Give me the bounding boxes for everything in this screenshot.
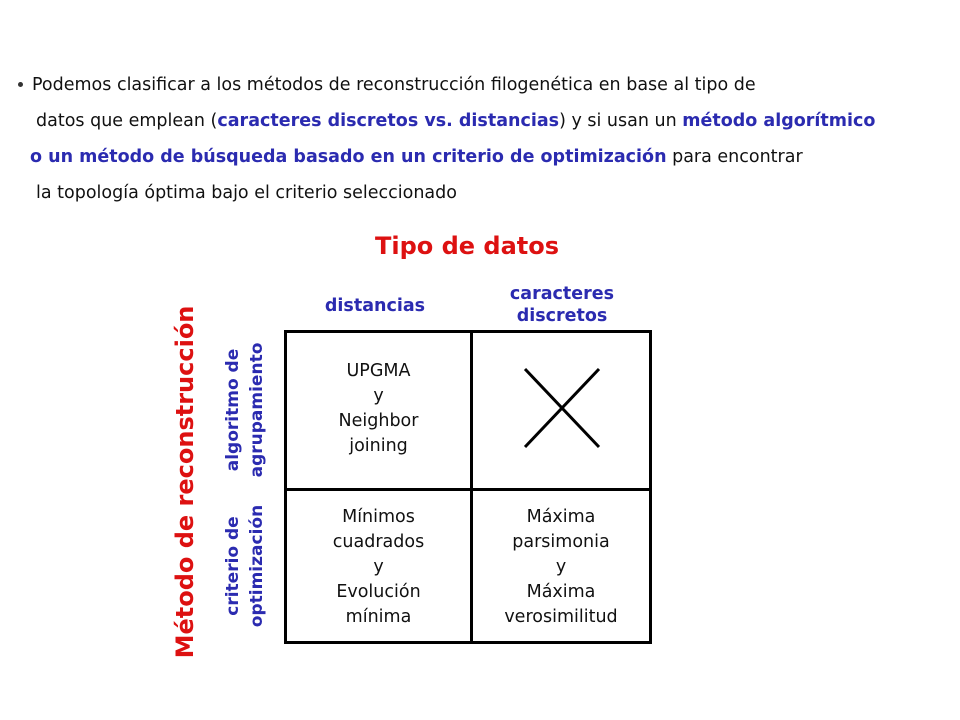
classification-grid (284, 330, 652, 644)
cell-text-line: UPGMA (346, 361, 411, 381)
intro-text: Podemos clasificar a los métodos de reconstrucción filogenética en base al tipo de (32, 75, 756, 95)
header-line: algoritmo de (223, 348, 243, 472)
intro-line-2 (36, 110, 875, 132)
row-header-algoritmo (221, 343, 269, 478)
intro-text: datos que emplean ( (36, 111, 218, 131)
header-line: agrupamiento (247, 342, 267, 478)
cell-discretos-criterio (473, 505, 649, 630)
cross-icon (523, 367, 601, 449)
cell-text-line: Evolución (336, 582, 421, 602)
bullet-icon (18, 82, 23, 87)
emphasized-text: método algorítmico (682, 111, 876, 131)
column-header-distancias (300, 295, 450, 317)
intro-line-3 (30, 146, 803, 168)
column-axis-title: Tipo de datos (375, 232, 560, 260)
row-axis-title: Método de reconstrucción (171, 305, 199, 659)
row-header-criterio (221, 505, 269, 627)
header-line: caracteres (509, 284, 615, 304)
cell-text-line: Neighbor (338, 411, 419, 431)
cell-text-line: y (373, 386, 384, 406)
cell-text-line: cuadrados (332, 532, 425, 552)
cell-text-line: y (373, 557, 384, 577)
cell-distancias-algoritmo (287, 359, 470, 459)
cell-text-line: Mínimos (342, 507, 415, 527)
intro-text: la topología óptima bajo el criterio seleccionado (36, 183, 457, 203)
emphasized-text: caracteres discretos vs. distancias (217, 111, 560, 131)
intro-line-1 (32, 74, 756, 96)
cell-text-line: parsimonia (512, 532, 610, 552)
intro-line-4 (36, 182, 457, 204)
cell-distancias-criterio (287, 505, 470, 630)
cell-text-line: mínima (345, 607, 412, 627)
cell-text-line: joining (349, 436, 408, 456)
grid-divider-horizontal (287, 488, 649, 491)
intro-text: para encontrar (666, 147, 803, 167)
emphasized-text: o un método de búsqueda basado en un criterio de optimización (30, 147, 667, 167)
cell-text-line: verosimilitud (504, 607, 618, 627)
cell-text-line: y (555, 557, 567, 577)
cell-text-line: Máxima (526, 582, 596, 602)
header-line: discretos (516, 306, 608, 326)
column-header-caracteres-discretos (482, 283, 642, 327)
header-line: optimización (247, 504, 267, 628)
header-line: criterio de (223, 516, 243, 616)
intro-text: ) y si usan un (559, 111, 683, 131)
cell-text-line: Máxima (526, 507, 596, 527)
header-line: distancias (324, 296, 426, 316)
